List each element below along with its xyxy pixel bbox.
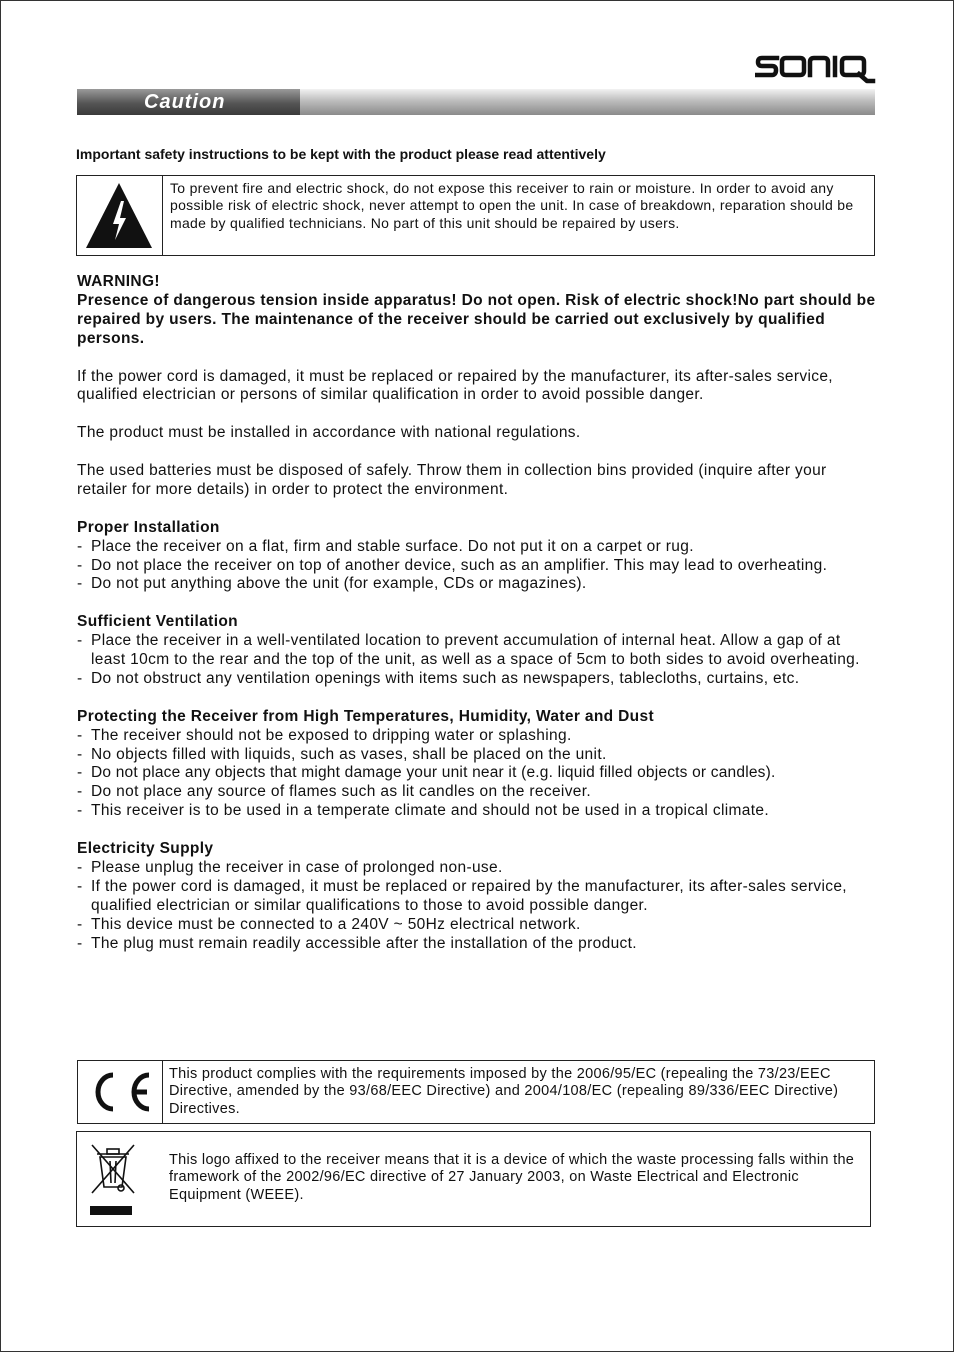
ce-notice-box: [77, 1060, 875, 1124]
ventilation-list: [77, 632, 877, 689]
crossed-out-wheelie-bin-icon: [83, 1140, 143, 1220]
list-item: - The plug must remain readily accessible after the installation of the product.: [77, 935, 877, 954]
list-item: - Do not place the receiver on top of another device, such as an amplifier. This may lead to overheating.: [77, 557, 877, 576]
ce-notice-text: This product complies with the requirements imposed by the 2006/95/EC (repealing the 73/23/EEC Directive, amended by the 93/68/EEC Directive) and 2004/108/EC (repealing 89/336/EEC Directive) Directives.: [169, 1066, 839, 1117]
main-content: [77, 273, 877, 954]
warning-text: Presence of dangerous tension inside apparatus! Do not open. Risk of electric shock!No part should be repaired by users. The maintenance of the receiver should be carried out exclusively by qualified persons.: [77, 291, 876, 347]
paragraph-power-cord: If the power cord is damaged, it must be replaced or repaired by the manufacturer, its after-sales service, qualified electrician or persons of similar qualification in order to avoid possible danger.: [77, 367, 833, 404]
protection-list: [77, 727, 877, 822]
list-item: - This device must be connected to a 240V ~ 50Hz electrical network.: [77, 916, 877, 935]
paragraph-regulations: The product must be installed in accordance with national regulations.: [77, 424, 581, 442]
section-heading-protection: Protecting the Receiver from High Temperatures, Humidity, Water and Dust: [77, 707, 654, 725]
soniq-logo: [755, 52, 877, 84]
electric-shock-warning-icon: [77, 176, 162, 255]
shock-notice-text: To prevent fire and electric shock, do not expose this receiver to rain or moisture. In order to avoid any possible risk of electric shock, never attempt to open the unit. In case of breakdown, reparation should be made by qualified technicians. No part of this unit should be repaired by users.: [170, 180, 854, 231]
section-title: Caution: [144, 91, 226, 113]
section-heading-ventilation: Sufficient Ventilation: [77, 613, 238, 631]
paragraph-batteries: The used batteries must be disposed of safely. Throw them in collection bins provided (inquire after your retailer for more details) in order to protect the environment.: [77, 462, 827, 498]
warning-heading: WARNING!: [77, 273, 160, 290]
list-item: - Place the receiver on a flat, firm and stable surface. Do not put it on a carpet or rug.: [77, 538, 877, 557]
weee-notice-text: This logo affixed to the receiver means that it is a device of which the waste processing falls within the framework of the 2002/96/EC directive of 27 January 2003, on Waste Electrical and Electronic Equipment (WEEE).: [169, 1152, 855, 1203]
list-item: - Do not place any objects that might damage your unit near it (e.g. liquid filled objects or candles).: [77, 764, 877, 783]
ce-icon-cell: [78, 1061, 163, 1123]
installation-list: [77, 538, 877, 595]
section-heading-installation: Proper Installation: [77, 518, 220, 536]
weee-notice-box: [76, 1131, 871, 1227]
intro-heading: Important safety instructions to be kept with the product please read attentively: [76, 146, 606, 162]
caution-tab: [77, 89, 300, 115]
list-item: - Please unplug the receiver in case of prolonged non-use.: [77, 859, 877, 878]
list-item: - Do not put anything above the unit (for example, CDs or magazines).: [77, 575, 877, 594]
list-item: - No objects filled with liquids, such as vases, shall be placed on the unit.: [77, 746, 877, 765]
list-item: - Place the receiver in a well-ventilated location to prevent accumulation of internal heat. Allow a gap of at least 10cm to the rear and the top of the unit, as well as a space of 5cm to both sides to avoid overheating.: [77, 632, 877, 670]
ce-mark-icon: [78, 1061, 162, 1123]
list-item: - Do not place any source of flames such as lit candles on the receiver.: [77, 783, 877, 802]
section-heading-electricity: Electricity Supply: [77, 840, 214, 858]
list-item: - If the power cord is damaged, it must be replaced or repaired by the manufacturer, its after-sales service, qualified electrician or similar qualifications to those to avoid possible danger.: [77, 878, 877, 916]
list-item: - This receiver is to be used in a temperate climate and should not be used in a tropical climate.: [77, 802, 877, 821]
shock-icon-cell: [77, 176, 163, 255]
list-item: - The receiver should not be exposed to dripping water or splashing.: [77, 727, 877, 746]
list-item: - Do not obstruct any ventilation openings with items such as newspapers, tablecloths, curtains, etc.: [77, 670, 877, 689]
shock-notice-box: [76, 175, 875, 256]
electricity-list: [77, 859, 877, 954]
caution-header-bar: [77, 89, 875, 115]
